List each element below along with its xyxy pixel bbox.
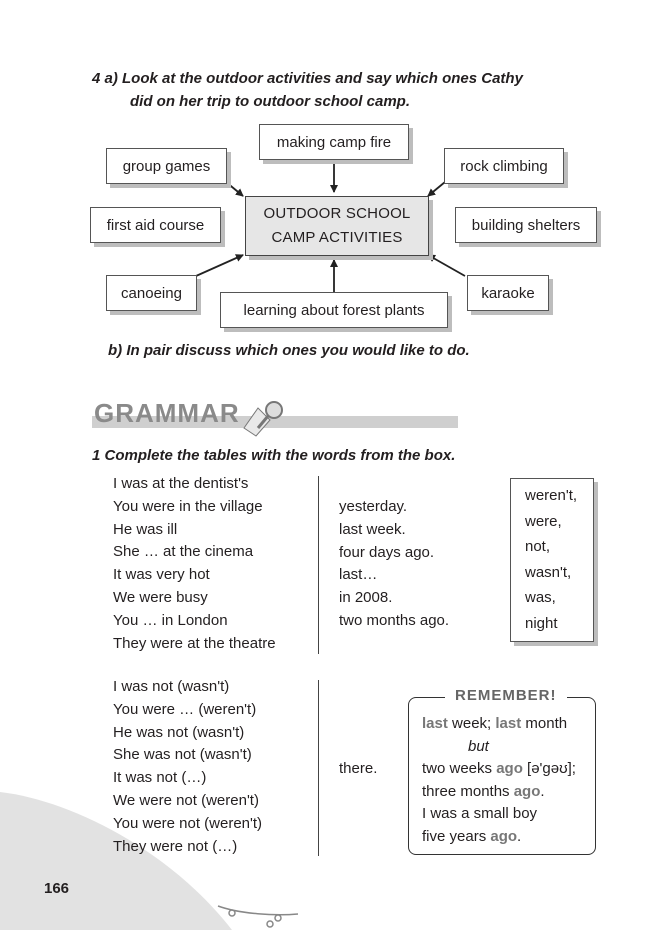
table1-left-row: You … in London (113, 611, 228, 629)
magnifier-icon (240, 398, 290, 438)
table1-left-row: They were at the theatre (113, 634, 276, 652)
remember-title: REMEMBER! (445, 687, 567, 704)
table1-left-row: It was very hot (113, 566, 210, 584)
table2-left-column (113, 676, 262, 858)
word-box (510, 478, 594, 642)
word-box-item: was, (525, 589, 556, 606)
table1-right-row: four days ago. (339, 543, 435, 561)
table1-right-row: two months ago. (339, 611, 450, 629)
word-box-item: wasn't, (525, 563, 572, 581)
table2-left-row: You were not (weren't) (113, 814, 263, 832)
table1-left-column (113, 473, 276, 655)
table2-left-row: It was not (…) (113, 769, 207, 787)
table2-left-row: You were … (weren't) (113, 700, 257, 718)
activity-karaoke: karaoke (467, 275, 549, 311)
activity-canoeing: canoeing (106, 275, 197, 311)
remember-line-4: three months ago. (422, 782, 545, 800)
table2-divider (318, 680, 319, 856)
table1-right-row: last… (339, 566, 378, 584)
table2-left-row: She was not (wasn't) (113, 746, 252, 764)
activity-group-games: group games (106, 148, 227, 184)
table1-left-row: We were busy (113, 588, 208, 606)
mindmap-center (245, 196, 429, 256)
remember-line-6: five years ago. (422, 827, 522, 845)
activity-first-aid-course: first aid course (90, 207, 221, 243)
remember-line-but: but (468, 737, 489, 755)
word-box-item: weren't, (525, 487, 578, 504)
table2-left-row: I was not (wasn't) (113, 678, 230, 695)
task-4a-line1: 4 a) Look at the outdoor activities and say which ones Cathy (92, 70, 523, 87)
remember-line-1: last week; last month (422, 715, 568, 732)
table2-right-word: there. (339, 760, 378, 777)
remember-line-5: I was a small boy (422, 805, 538, 822)
activity-forest-plants: learning about forest plants (220, 292, 448, 328)
grammar-title: GRAMMAR (94, 398, 240, 428)
word-box-item: not, (525, 538, 551, 555)
task-4b: b) In pair discuss which ones you would like to do. (108, 342, 470, 359)
table1-left-row: I was at the dentist's (113, 475, 249, 492)
skateboard-icon (218, 906, 298, 927)
center-line-1: OUTDOOR SCHOOL (263, 205, 411, 222)
table1-left-row: He was ill (113, 520, 178, 538)
activity-making-camp-fire: making camp fire (259, 124, 409, 160)
table1-right-column (339, 496, 449, 633)
table1-right-row: last week. (339, 520, 406, 538)
activity-building-shelters: building shelters (455, 207, 597, 243)
word-box-item: night (525, 614, 558, 632)
table2-left-row: They were not (…) (113, 837, 238, 855)
grammar-task-1: 1 Complete the tables with the words from the box. (92, 447, 456, 464)
table1-left-row: She … at the cinema (113, 543, 254, 561)
page-number: 166 (44, 880, 70, 897)
table1-right-row: yesterday. (339, 498, 408, 515)
table2-left-row: We were not (weren't) (113, 791, 259, 809)
remember-body (422, 713, 576, 848)
table1-right-row: in 2008. (339, 589, 393, 607)
table1-left-row: You were in the village (113, 497, 263, 515)
center-line-2: CAMP ACTIVITIES (271, 229, 403, 246)
task-4a-line2: did on her trip to outdoor school camp. (130, 93, 410, 110)
activity-rock-climbing: rock climbing (444, 148, 564, 184)
remember-box (408, 687, 596, 855)
remember-line-3: two weeks ago [ə'gəʊ]; (422, 760, 576, 777)
table1-divider (318, 476, 319, 654)
table2-left-row: He was not (wasn't) (113, 723, 245, 741)
word-box-item: were, (525, 512, 562, 530)
